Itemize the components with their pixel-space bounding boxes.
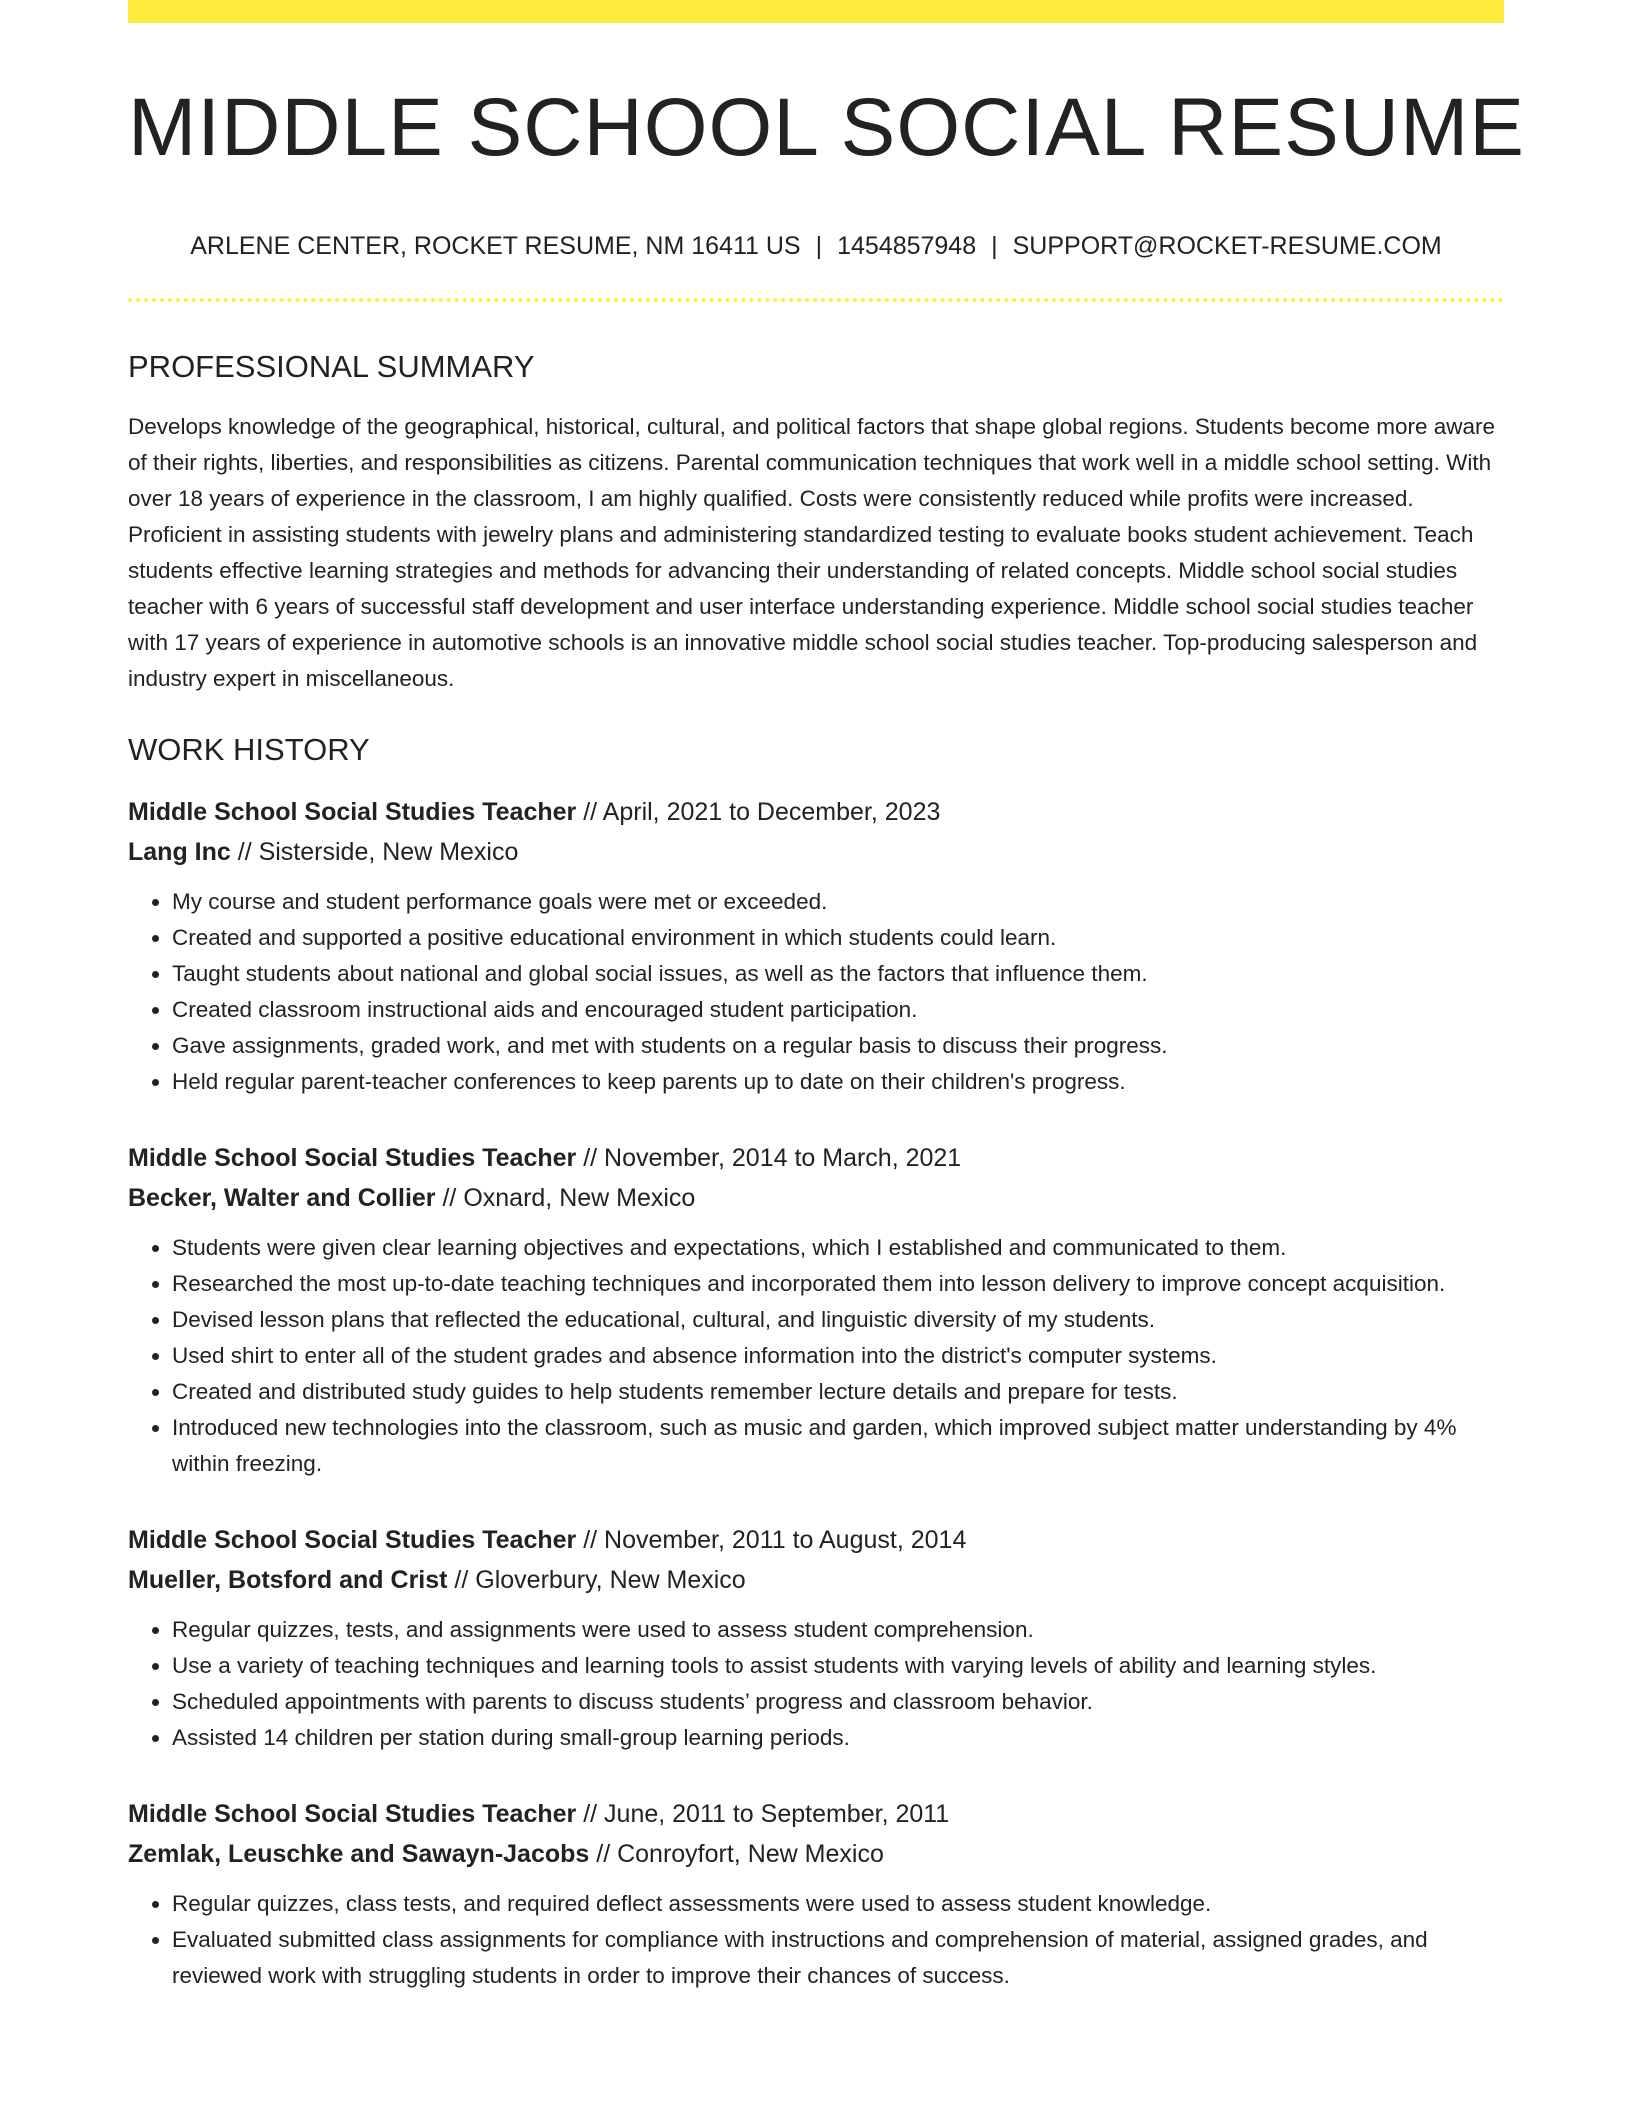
duty-item: • Scheduled appointments with parents to discuss students’ progress and classroom behavior. [172,1684,1504,1720]
job-location: // Gloverbury, New Mexico [447,1566,746,1595]
job-entry [128,1520,1504,1756]
job-company-line [128,1834,1504,1874]
job-location: // Sisterside, New Mexico [230,838,519,867]
duty-item: • Created and supported a positive educational environment in which students could learn. [172,920,1504,956]
job-company: Mueller, Botsford and Crist [128,1566,448,1595]
duty-item: • Regular quizzes, tests, and assignments were used to assess student comprehension. [172,1612,1504,1648]
job-company: Zemlak, Leuschke and Sawayn-Jacobs [128,1840,590,1869]
duty-item: • Students were given clear learning objectives and expectations, which I established and communicated to them. [172,1230,1504,1266]
job-duties-list [128,1230,1504,1482]
contact-email: SUPPORT@ROCKET-RESUME.COM [1012,232,1442,260]
header-divider [128,298,1504,302]
job-company: Becker, Walter and Collier [128,1184,436,1213]
contact-separator: | [991,232,998,260]
summary-text: Develops knowledge of the geographical, historical, cultural, and political factors that shape global regions. Students become more aware of their rights, liberties, and responsibilities as citizens. Parental communication techniques that work well in a middle school setting. With over 18 years of experience in the classroom, I am highly qualified. Costs were consistently reduced while profits were increased. Proficient in assisting students with jewelry plans and administering standardized testing to evaluate books student achievement. Teach students effective learning strategies and methods for advancing their understanding of related concepts. Middle school social studies teacher with 6 years of successful staff development and user interface understanding experience. Middle school social studies teacher with 17 years of experience in automotive schools is an innovative middle school social studies teacher. Top-producing salesperson and industry expert in miscellaneous. [128,414,1496,692]
job-dates: // November, 2011 to August, 2014 [576,1526,967,1555]
job-company: Lang Inc [128,838,231,867]
job-title: Middle School Social Studies Teacher [128,1526,577,1555]
job-dates: // April, 2021 to December, 2023 [576,798,941,827]
job-company-line [128,1178,1504,1218]
duty-item: • Used shirt to enter all of the student grades and absence information into the district's computer systems. [172,1338,1504,1374]
contact-separator: | [815,232,823,260]
job-duties-list [128,1612,1504,1756]
job-title: Middle School Social Studies Teacher [128,798,577,827]
job-title-line [128,1138,1504,1178]
duty-item: • Created and distributed study guides to help students remember lecture details and prepare for tests. [172,1374,1504,1410]
job-company-line [128,832,1504,872]
duty-item: • My course and student performance goals were met or exceeded. [172,884,1504,920]
duty-item: • Created classroom instructional aids and encouraged student participation. [172,992,1504,1028]
duty-item: • Use a variety of teaching techniques and learning tools to assist students with varying levels of ability and learning styles. [172,1648,1504,1684]
job-entry [128,1794,1504,1994]
work-history-heading: WORK HISTORY [128,732,370,768]
job-company-line [128,1560,1504,1600]
duty-item: • Gave assignments, graded work, and met with students on a regular basis to discuss their progress. [172,1028,1504,1064]
duty-item: • Researched the most up-to-date teaching techniques and incorporated them into lesson delivery to improve concept acquisition. [172,1266,1504,1302]
duty-item: • Regular quizzes, class tests, and required deflect assessments were used to assess student knowledge. [172,1886,1504,1922]
job-title: Middle School Social Studies Teacher [128,1144,577,1173]
job-title-line [128,1794,1504,1834]
job-location: // Oxnard, New Mexico [435,1184,696,1213]
contact-phone: 1454857948 [837,232,977,260]
resume-page [128,0,1525,1994]
duty-item: • Evaluated submitted class assignments for compliance with instructions and comprehension of material, assigned grades, and reviewed work with struggling students in order to improve their chances of success. [172,1922,1504,1994]
contact-address: ARLENE CENTER, ROCKET RESUME, NM 16411 US [190,232,801,260]
duty-item: • Assisted 14 children per station during small-group learning periods. [172,1720,1504,1756]
duty-item: • Taught students about national and global social issues, as well as the factors that influence them. [172,956,1504,992]
job-location: // Conroyfort, New Mexico [589,1840,884,1869]
duty-item: • Introduced new technologies into the classroom, such as music and garden, which improved subject matter understanding by 4% within freezing. [172,1410,1504,1482]
job-entry [128,1138,1504,1482]
job-dates: // November, 2014 to March, 2021 [576,1144,962,1173]
duty-item: • Held regular parent-teacher conferences to keep parents up to date on their children's progress. [172,1064,1504,1100]
duty-item: • Devised lesson plans that reflected the educational, cultural, and linguistic diversity of my students. [172,1302,1504,1338]
job-title-line [128,1520,1504,1560]
contact-line [128,231,1504,261]
job-title-line [128,792,1504,832]
work-history-list [128,792,1504,1994]
summary-heading: PROFESSIONAL SUMMARY [128,349,535,384]
job-entry [128,792,1504,1100]
resume-title: MIDDLE SCHOOL SOCIAL RESUME [128,82,1525,173]
job-dates: // June, 2011 to September, 2011 [576,1800,950,1829]
accent-bar [128,0,1504,23]
job-duties-list [128,884,1504,1100]
job-title: Middle School Social Studies Teacher [128,1800,577,1829]
job-duties-list [128,1886,1504,1994]
